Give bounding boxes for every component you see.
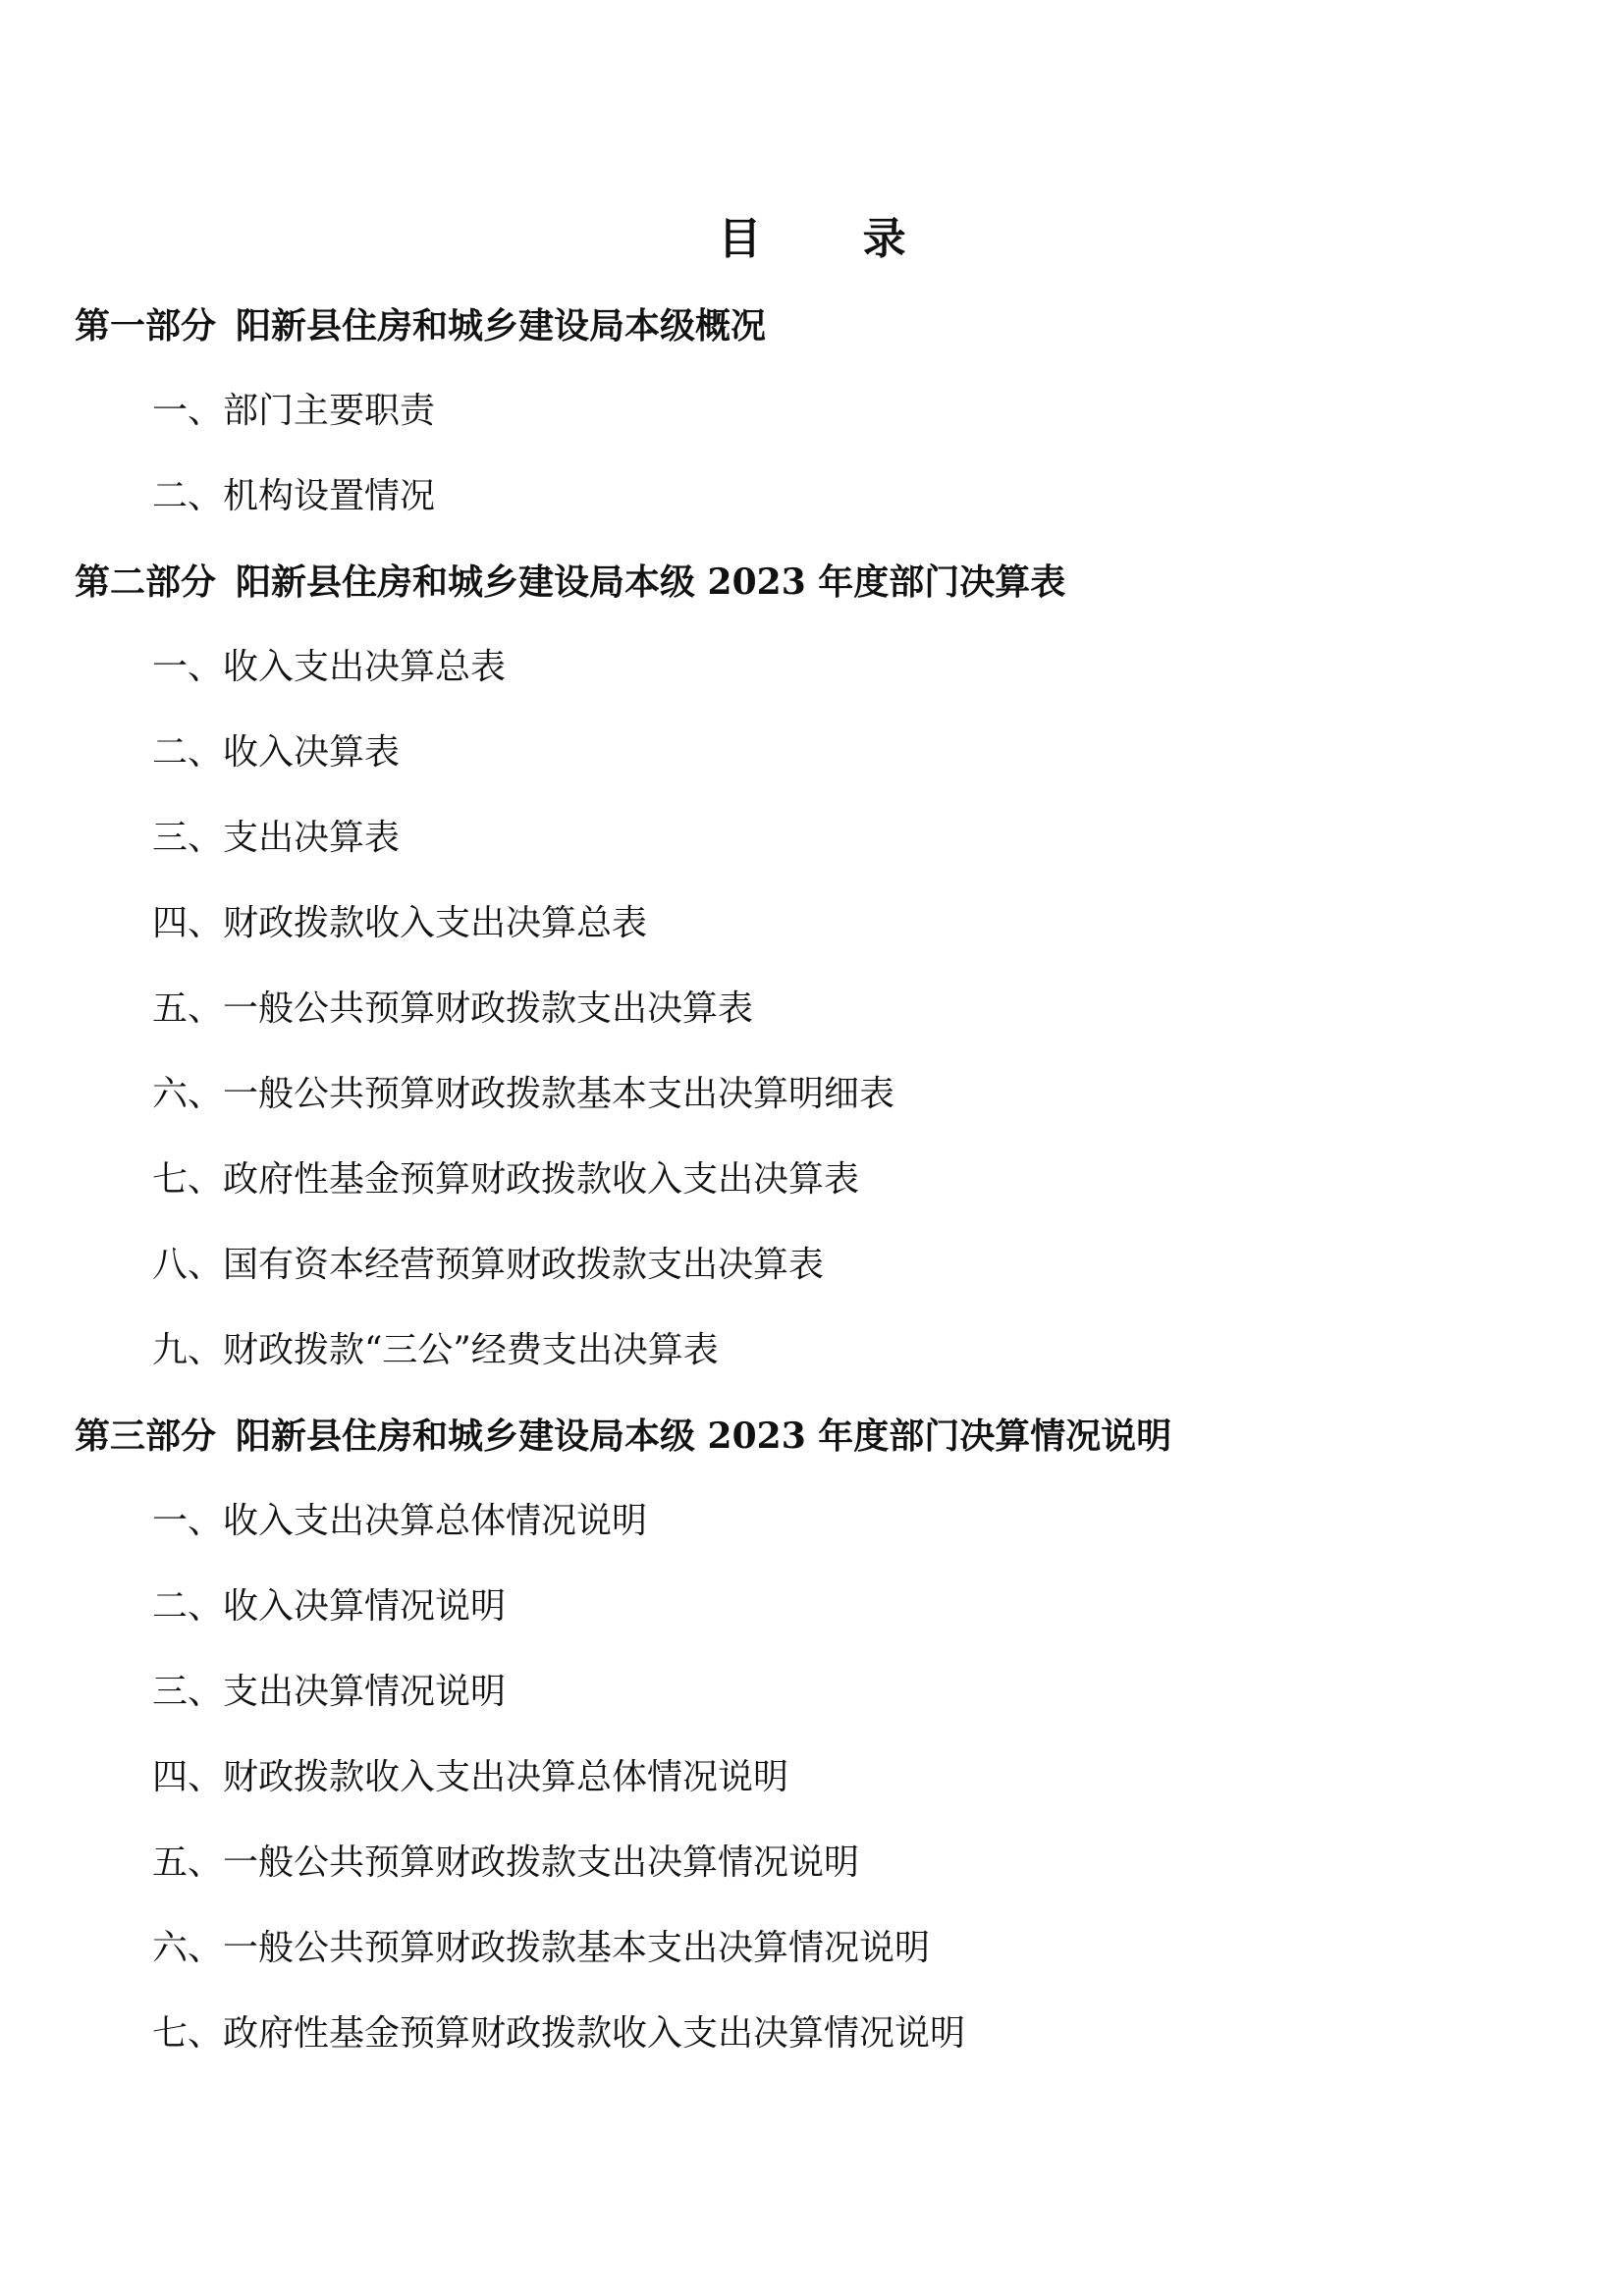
toc-item: 八、国有资本经营预算财政拨款支出决算表 xyxy=(152,1245,825,1285)
toc-list xyxy=(0,296,1624,2090)
toc-item: 一、部门主要职责 xyxy=(152,391,436,431)
toc-item: 三、支出决算情况说明 xyxy=(152,1672,507,1712)
toc-title: 目 录 xyxy=(718,214,949,264)
toc-item: 二、机构设置情况 xyxy=(152,476,436,516)
toc-part-title: 阳新县住房和城乡建设局本级 2023 年度部门决算情况说明 xyxy=(236,1415,1172,1457)
toc-item: 六、一般公共预算财政拨款基本支出决算明细表 xyxy=(152,1074,895,1114)
toc-item: 二、收入决算表 xyxy=(152,732,401,773)
toc-part-1 xyxy=(0,296,1624,382)
toc-item: 七、政府性基金预算财政拨款收入支出决算表 xyxy=(152,1159,860,1200)
toc-item: 二、收入决算情况说明 xyxy=(152,1586,507,1627)
toc-part-number: 第一部分 xyxy=(75,305,217,347)
toc-item: 四、财政拨款收入支出决算总表 xyxy=(152,903,648,943)
toc-item: 五、一般公共预算财政拨款支出决算表 xyxy=(152,988,754,1029)
toc-part-title: 阳新县住房和城乡建设局本级 2023 年度部门决算表 xyxy=(236,561,1066,603)
toc-item: 五、一般公共预算财政拨款支出决算情况说明 xyxy=(152,1842,860,1883)
toc-item: 四、财政拨款收入支出决算总体情况说明 xyxy=(152,1757,789,1797)
toc-part-number: 第二部分 xyxy=(75,561,217,603)
toc-part-3 xyxy=(0,1407,1624,1492)
toc-item: 六、一般公共预算财政拨款基本支出决算情况说明 xyxy=(152,1928,931,1968)
toc-item: 九、财政拨款“三公”经费支出决算表 xyxy=(152,1330,719,1370)
toc-item: 一、收入支出决算总表 xyxy=(152,647,507,687)
toc-part-title: 阳新县住房和城乡建设局本级概况 xyxy=(236,305,767,347)
toc-part-2 xyxy=(0,553,1624,638)
toc-part-number: 第三部分 xyxy=(75,1415,217,1457)
toc-item: 三、支出决算表 xyxy=(152,818,401,858)
toc-item: 一、收入支出决算总体情况说明 xyxy=(152,1501,648,1541)
toc-item: 七、政府性基金预算财政拨款收入支出决算情况说明 xyxy=(152,2013,966,2054)
